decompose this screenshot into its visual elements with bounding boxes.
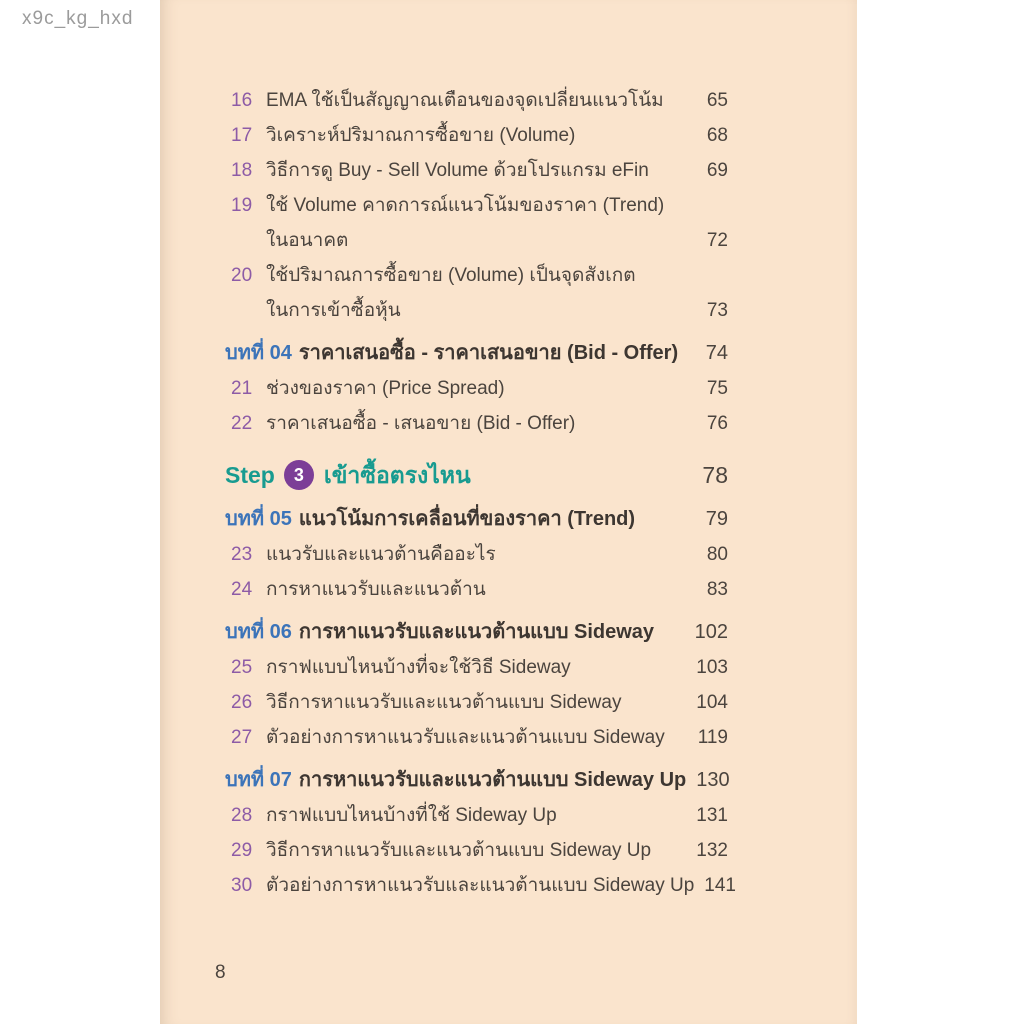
toc-item-number: 23 bbox=[231, 544, 253, 565]
toc-item-number: 20 bbox=[231, 265, 253, 286]
toc-item-number: 18 bbox=[231, 160, 253, 181]
toc-page-number: 141 bbox=[704, 875, 736, 896]
toc-page-number: 83 bbox=[706, 579, 728, 600]
folio-page-number: 8 bbox=[215, 962, 226, 983]
toc-page-number: 72 bbox=[706, 230, 728, 251]
toc-chapter-heading bbox=[225, 615, 728, 650]
toc-item-text bbox=[266, 833, 651, 868]
toc-page-number: 104 bbox=[696, 692, 728, 713]
toc-page-number: 74 bbox=[705, 342, 728, 364]
toc-item-line: วิธีการหาแนวรับและแนวต้านแบบ Sideway bbox=[266, 692, 622, 713]
toc-item-line: ใช้ Volume คาดการณ์แนวโน้มของราคา (Trend) bbox=[266, 195, 665, 216]
toc-item bbox=[225, 833, 728, 868]
toc-item-number: 22 bbox=[231, 413, 253, 434]
toc-item-line: วิธีการดู Buy - Sell Volume ด้วยโปรแกรม eFin bbox=[266, 160, 649, 181]
toc-item-line: แนวรับและแนวต้านคืออะไร bbox=[266, 544, 496, 565]
toc-item-text bbox=[266, 83, 664, 118]
chapter-label: บทที่ 05 bbox=[225, 508, 292, 530]
toc-item-line: ตัวอย่างการหาแนวรับและแนวต้านแบบ Sideway Up bbox=[266, 875, 695, 896]
toc-item bbox=[225, 371, 728, 406]
toc-item-text bbox=[266, 572, 486, 607]
toc-page-number: 131 bbox=[696, 805, 728, 826]
toc-item-line: ในอนาคต bbox=[266, 230, 349, 251]
toc-item bbox=[225, 153, 728, 188]
toc-page-number: 132 bbox=[696, 840, 728, 861]
toc-item-line: ใช้ปริมาณการซื้อขาย (Volume) เป็นจุดสังเกต bbox=[266, 265, 636, 286]
chapter-label: บทที่ 06 bbox=[225, 621, 292, 643]
chapter-label: บทที่ 04 bbox=[225, 342, 292, 364]
toc-item bbox=[225, 720, 728, 755]
toc-page-number: 75 bbox=[706, 378, 728, 399]
toc-page-number: 76 bbox=[706, 413, 728, 434]
toc-item-number: 29 bbox=[231, 840, 253, 861]
toc-item-number: 27 bbox=[231, 727, 253, 748]
step-number-badge: 3 bbox=[284, 460, 314, 490]
toc-item-text bbox=[266, 868, 694, 903]
toc-item-text bbox=[266, 371, 505, 406]
toc-item-text bbox=[266, 118, 575, 153]
chapter-title: การหาแนวรับและแนวต้านแบบ Sideway Up bbox=[298, 769, 687, 791]
toc-item bbox=[225, 650, 728, 685]
toc-item bbox=[225, 406, 728, 441]
watermark-text: x9c_kg_hxd bbox=[22, 8, 134, 29]
chapter-label: บทที่ 07 bbox=[225, 769, 292, 791]
book-page bbox=[160, 0, 857, 1024]
toc-page-number: 80 bbox=[706, 544, 728, 565]
toc-page-number: 69 bbox=[706, 160, 728, 181]
toc-item-line: การหาแนวรับและแนวต้าน bbox=[266, 579, 486, 600]
toc-page-number: 78 bbox=[702, 462, 728, 488]
toc-page-number: 130 bbox=[696, 769, 730, 791]
toc-chapter-heading bbox=[225, 336, 728, 371]
toc-item bbox=[225, 537, 728, 572]
toc-item-number: 24 bbox=[231, 579, 253, 600]
toc-page-number: 65 bbox=[706, 90, 728, 111]
toc-item-line: ตัวอย่างการหาแนวรับและแนวต้านแบบ Sideway bbox=[266, 727, 665, 748]
toc-item-text bbox=[266, 258, 636, 328]
toc-item bbox=[225, 118, 728, 153]
toc-page-number: 102 bbox=[694, 621, 728, 643]
toc-item-number: 19 bbox=[231, 195, 253, 216]
toc-page-number: 119 bbox=[697, 727, 728, 748]
toc-page-number: 68 bbox=[706, 125, 728, 146]
toc-item-line: EMA ใช้เป็นสัญญาณเตือนของจุดเปลี่ยนแนวโน้ม bbox=[266, 90, 664, 111]
toc-item-number: 17 bbox=[231, 125, 253, 146]
toc-item bbox=[225, 572, 728, 607]
toc-item-text bbox=[266, 720, 665, 755]
toc-step-heading bbox=[225, 456, 728, 494]
toc-item-text bbox=[266, 650, 571, 685]
step-title: เข้าซื้อตรงไหน bbox=[323, 462, 471, 488]
toc-item-number: 26 bbox=[231, 692, 253, 713]
toc-item bbox=[225, 868, 736, 903]
toc-page-number: 79 bbox=[705, 508, 728, 530]
toc-item-line: ราคาเสนอซื้อ - เสนอขาย (Bid - Offer) bbox=[266, 413, 576, 434]
toc-item bbox=[225, 685, 728, 720]
toc-item-text bbox=[266, 685, 621, 720]
toc-item-line: วิธีการหาแนวรับและแนวต้านแบบ Sideway Up bbox=[266, 840, 652, 861]
toc-item-number: 16 bbox=[231, 90, 253, 111]
chapter-title: การหาแนวรับและแนวต้านแบบ Sideway bbox=[298, 621, 655, 643]
toc-item-line: ในการเข้าซื้อหุ้น bbox=[266, 300, 401, 321]
toc-item-line: กราฟแบบไหนบ้างที่ใช้ Sideway Up bbox=[266, 805, 557, 826]
toc-item-number: 25 bbox=[231, 657, 253, 678]
toc-item bbox=[225, 188, 728, 258]
toc-page-number: 103 bbox=[696, 657, 728, 678]
toc-chapter-heading bbox=[225, 502, 728, 537]
toc-item-line: ช่วงของราคา (Price Spread) bbox=[266, 378, 505, 399]
toc-item-number: 30 bbox=[231, 875, 253, 896]
toc-item-number: 21 bbox=[231, 378, 253, 399]
chapter-title: แนวโน้มการเคลื่อนที่ของราคา (Trend) bbox=[298, 508, 636, 530]
toc-item-number: 28 bbox=[231, 805, 253, 826]
toc-item bbox=[225, 83, 728, 118]
toc-page-number: 73 bbox=[706, 300, 728, 321]
toc-item-text bbox=[266, 406, 575, 441]
toc-item-text bbox=[266, 798, 557, 833]
toc-item-text bbox=[266, 537, 496, 572]
toc-item-line: วิเคราะห์ปริมาณการซื้อขาย (Volume) bbox=[266, 125, 576, 146]
toc-item-line: กราฟแบบไหนบ้างที่จะใช้วิธี Sideway bbox=[266, 657, 571, 678]
toc-item-text bbox=[266, 188, 664, 258]
step-label: Step bbox=[225, 462, 275, 488]
toc-item-text bbox=[266, 153, 649, 188]
chapter-title: ราคาเสนอซื้อ - ราคาเสนอขาย (Bid - Offer) bbox=[298, 342, 679, 364]
toc-chapter-heading bbox=[225, 763, 728, 798]
toc-item bbox=[225, 798, 728, 833]
toc-item bbox=[225, 258, 728, 328]
toc-list bbox=[160, 0, 857, 903]
